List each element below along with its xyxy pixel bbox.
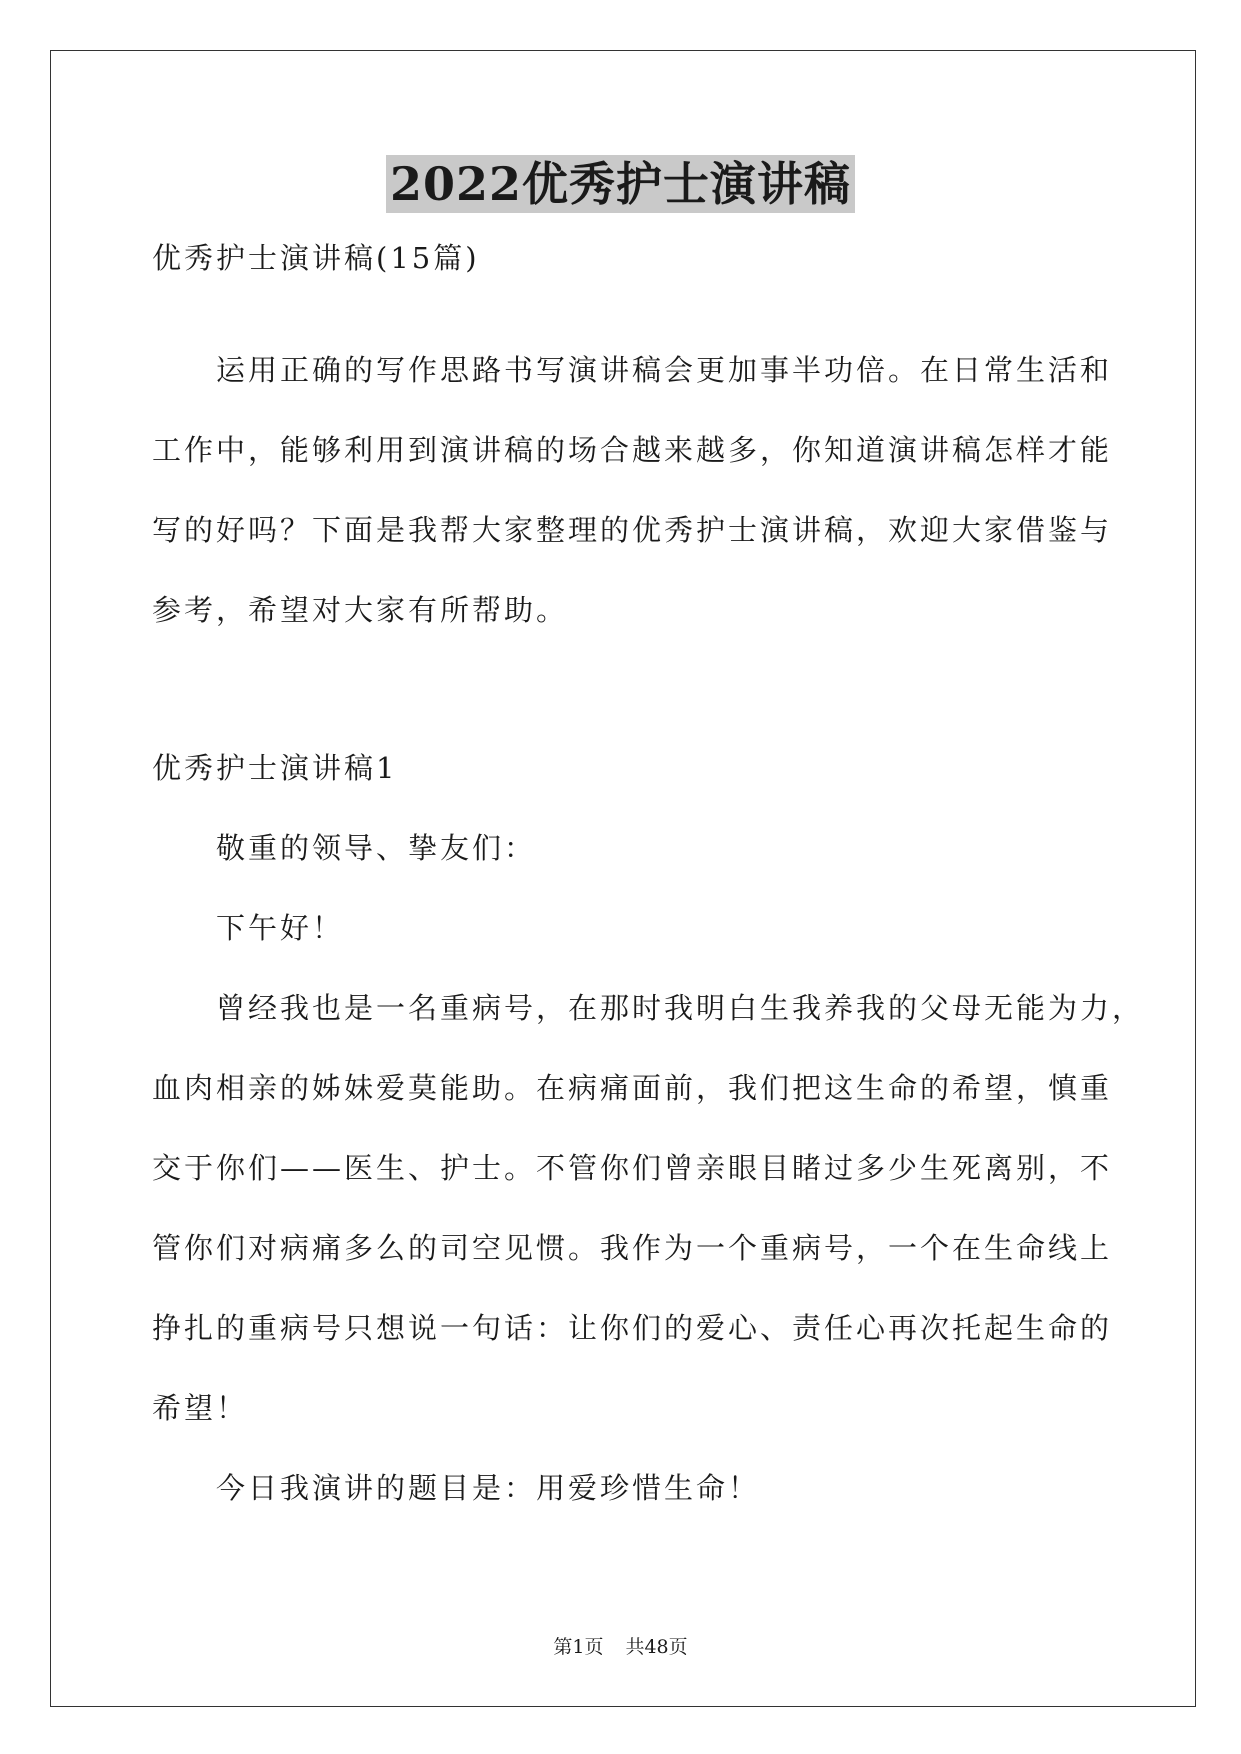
title-container bbox=[0, 155, 1241, 213]
paragraph-line: 挣扎的重病号只想说一句话：让你们的爱心、责任心再次托起生命的 bbox=[152, 1311, 1113, 1345]
page-total: 共48页 bbox=[625, 1636, 688, 1658]
paragraph-line: 曾经我也是一名重病号，在那时我明白生我养我的父母无能为力， bbox=[152, 991, 1145, 1025]
paragraph-line: 管你们对病痛多么的司空见惯。我作为一个重病号，一个在生命线上 bbox=[152, 1231, 1113, 1265]
paragraph-line: 交于你们——医生、护士。不管你们曾亲眼目睹过多少生死离别，不 bbox=[152, 1151, 1113, 1185]
paragraph-line: 血肉相亲的姊妹爱莫能助。在病痛面前，我们把这生命的希望，慎重 bbox=[152, 1071, 1113, 1105]
paragraph-line: 希望！ bbox=[152, 1391, 249, 1425]
paragraph-line: 今日我演讲的题目是：用爱珍惜生命！ bbox=[152, 1471, 761, 1505]
paragraph-line: 参考，希望对大家有所帮助。 bbox=[152, 593, 569, 627]
document-title: 2022优秀护士演讲稿 bbox=[386, 155, 855, 213]
subtitle-line: 优秀护士演讲稿(15篇) bbox=[152, 241, 480, 275]
paragraph-line: 工作中，能够利用到演讲稿的场合越来越多，你知道演讲稿怎样才能 bbox=[152, 433, 1113, 467]
section-heading: 优秀护士演讲稿1 bbox=[152, 751, 398, 785]
page-footer bbox=[0, 1632, 1241, 1659]
paragraph-line: 写的好吗？下面是我帮大家整理的优秀护士演讲稿，欢迎大家借鉴与 bbox=[152, 513, 1113, 547]
page-border bbox=[50, 50, 1196, 1707]
page-number: 第1页 bbox=[553, 1636, 604, 1658]
paragraph-line: 下午好！ bbox=[152, 911, 345, 945]
paragraph-line: 运用正确的写作思路书写演讲稿会更加事半功倍。在日常生活和 bbox=[152, 353, 1113, 387]
paragraph-line: 敬重的领导、挚友们： bbox=[152, 831, 537, 865]
